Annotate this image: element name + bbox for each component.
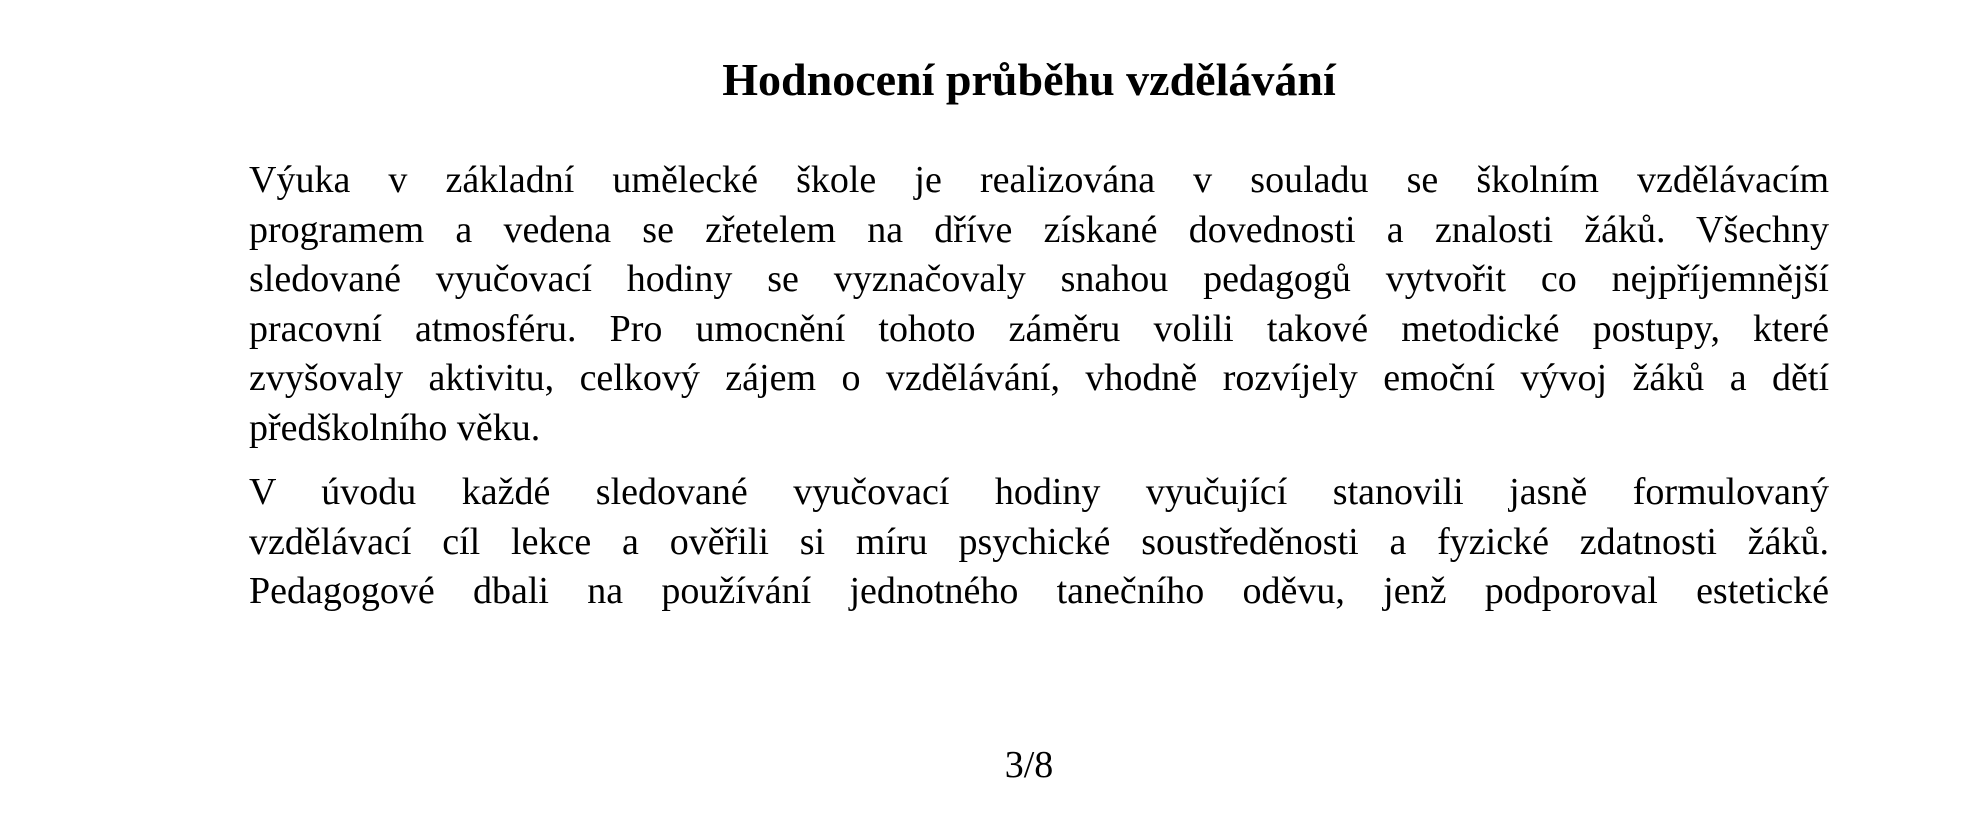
text-line: Výuka v základní umělecké škole je realizována v souladu se školním vzdělávacím <box>249 159 1829 201</box>
document-title: Hodnocení průběhu vzdělávání <box>722 54 1336 105</box>
text-line: V úvodu každé sledované vyučovací hodiny vyučující stanovili jasně formulovaný <box>249 471 1829 513</box>
text-line: programem a vedena se zřetelem na dříve získané dovednosti a znalosti žáků. Všechny <box>249 208 1829 251</box>
text-line: Pedagogové dbali na používání jednotného tanečního oděvu, jenž podporoval estetické <box>249 570 1829 612</box>
text-line: zvyšovaly aktivitu, celkový zájem o vzdělávání, vhodně rozvíjely emoční vývoj žáků a dětí <box>249 357 1829 399</box>
page-number: 3/8 <box>1004 744 1054 786</box>
text-line: předškolního věku. <box>249 406 541 449</box>
text-line: sledované vyučovací hodiny se vyznačovaly snahou pedagogů vytvořit co nejpříjemnější <box>249 258 1829 300</box>
paragraph-1 <box>249 156 1829 453</box>
text-line: vzdělávací cíl lekce a ověřili si míru psychické soustředěnosti a fyzické zdatnosti žáků. <box>249 520 1829 563</box>
text-line: pracovní atmosféru. Pro umocnění tohoto záměru volili takové metodické postupy, které <box>249 307 1829 350</box>
paragraph-2 <box>249 468 1829 617</box>
document-body <box>249 156 1829 617</box>
